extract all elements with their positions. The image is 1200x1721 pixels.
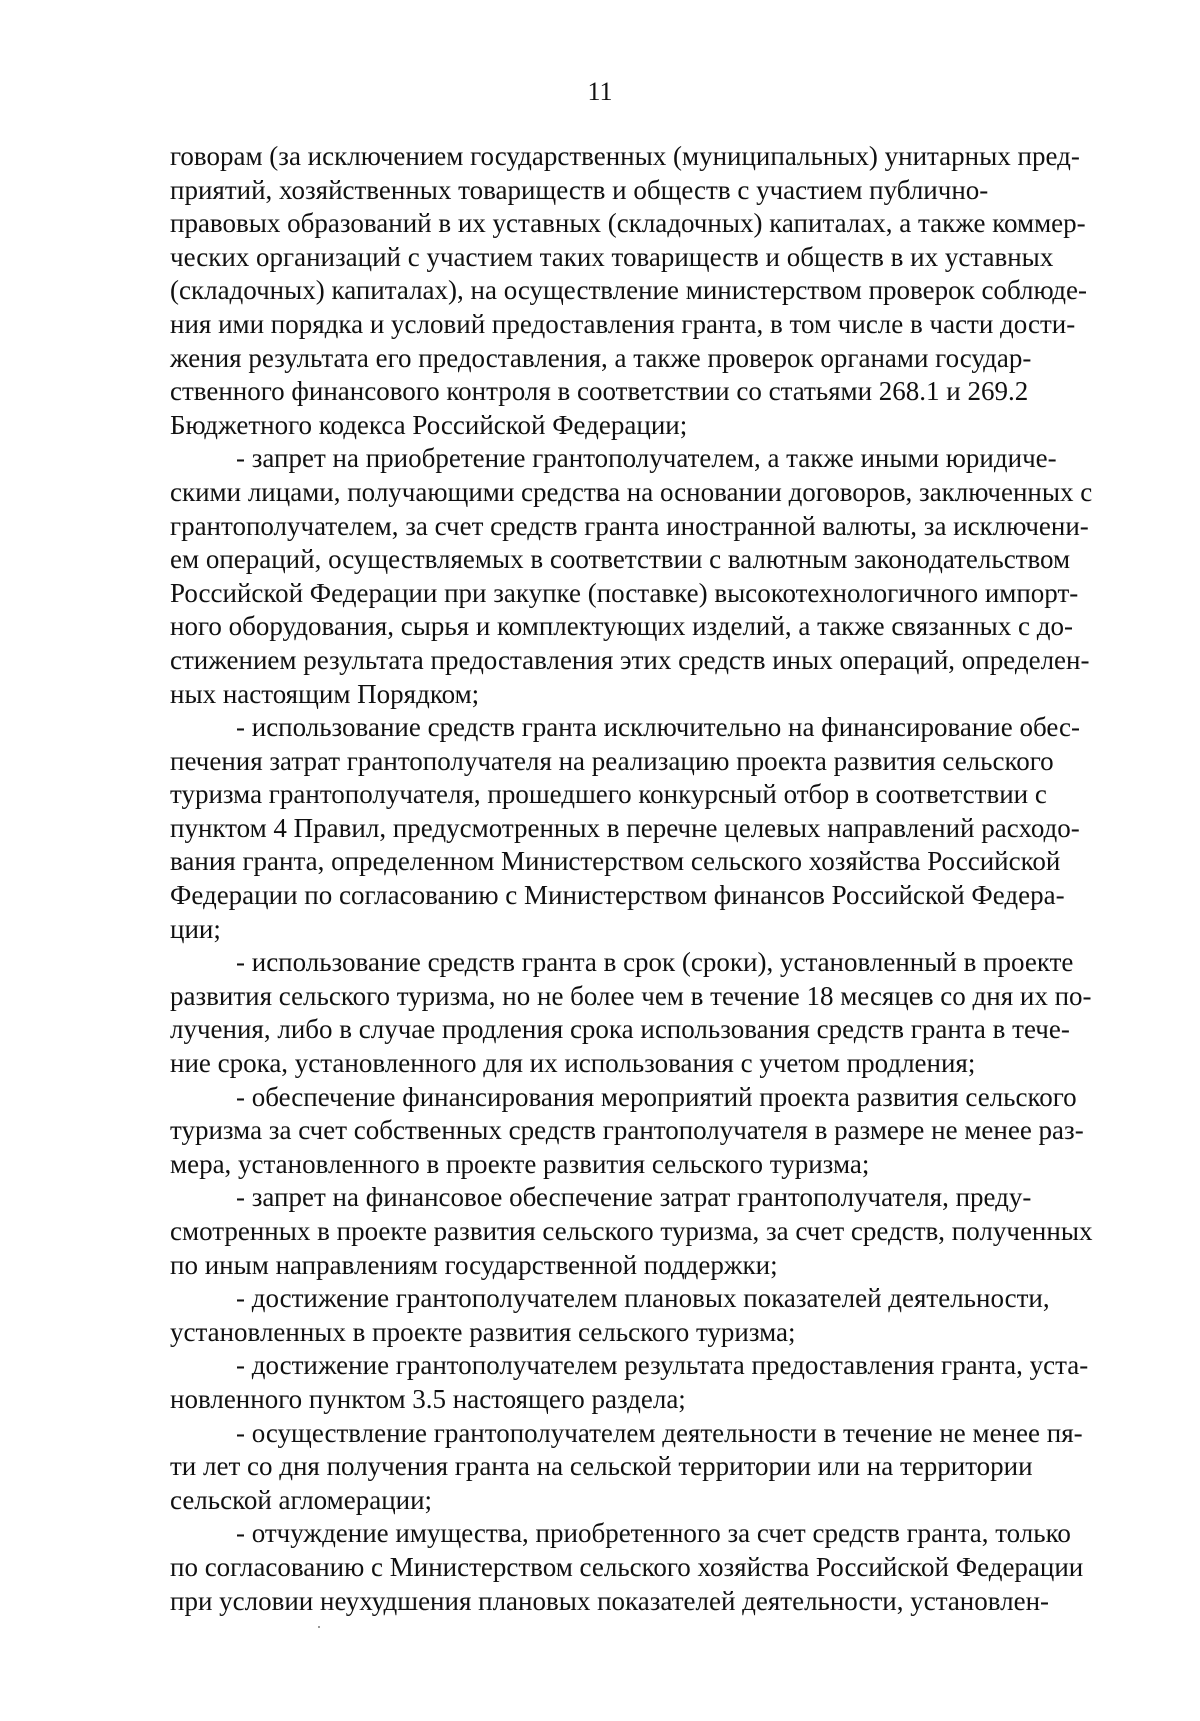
paragraph-property-alienation: - отчуждение имущества, приобретенного за счет средств гранта, только по согласованию с Министерством сельского хозяйства Российской Федерации при условии неухудшения плановых показателей деятельности, установлен- <box>170 1518 1084 1616</box>
paragraph-grant-use-term: - использование средств гранта в срок (сроки), установленный в проекте развития сельского туризма, но не более чем в течение 18 месяцев со дня их по- лучения, либо в случае продления срока использования средств гранта в тече- ние срока, установленного для их использования с учетом продления; <box>170 947 1092 1079</box>
paragraph-continuation: говорам (за исключением государственных (муниципальных) унитарных пред- приятий, хозяйственных товариществ и обществ с участием публично- правовых образований в их уставных (складочных) капиталах, а также коммер- ческих организаций с участием таких товариществ и обществ в их уставных (складочных) капиталах), на осуществление министерством проверок соблюде- ния ими порядка и условий предоставления гранта, в том числе в части дости- жения результата его предоставления, а также проверок органами государ- ственного финансового контроля в соответствии со статьями 268.1 и 269.2 Бюджетного кодекса Российской Федерации; <box>170 141 1088 440</box>
document-body <box>170 140 1130 1618</box>
scan-speck <box>318 1626 320 1628</box>
page-number: 11 <box>587 77 613 106</box>
paragraph-planned-indicators: - достижение грантополучателем плановых показателей деятельности, установленных в проекте развития сельского туризма; <box>170 1283 1050 1347</box>
paragraph-foreign-currency-ban: - запрет на приобретение грантополучателем, а также иными юридиче- скими лицами, получающими средства на основании договоров, заключенных с грантополучателем, за счет средств гранта иностранной валюты, за исключени- ем операций, осуществляемых в соответствии с валютным законодательством Российской Федерации при закупке (поставке) высокотехнологичного импорт- ного оборудования, сырья и комплектующих изделий, а также связанных с до- стижением результата предоставления этих средств иных операций, определен- ных настоящим Порядком; <box>170 443 1093 709</box>
paragraph-double-funding-ban: - запрет на финансовое обеспечение затрат грантополучателя, преду- смотренных в проекте развития сельского туризма, за счет средств, полученных по иным направлениям государственной поддержки; <box>170 1182 1093 1280</box>
paragraph-grant-result: - достижение грантополучателем результата предоставления гранта, уста- новленного пунктом 3.5 настоящего раздела; <box>170 1350 1089 1414</box>
paragraph-grant-use-purpose: - использование средств гранта исключительно на финансирование обес- печения затрат грантополучателя на реализацию проекта развития сельского туризма грантополучателя, прошедшего конкурсный отбор в соответствии с пунктом 4 Правил, предусмотренных в перечне целевых направлений расходо- вания гранта, определенном Министерством сельского хозяйства Российской Федерации по согласованию с Министерством финансов Российской Федера- ции; <box>170 712 1081 944</box>
paragraph-own-funds: - обеспечение финансирования мероприятий проекта развития сельского туризма за счет собственных средств грантополучателя в размере не менее раз- мера, установленного в проекте развития сельского туризма; <box>170 1081 1084 1179</box>
paragraph-activity-duration: - осуществление грантополучателем деятельности в течение не менее пя- ти лет со дня получения гранта на сельской территории или на территории сельской агломерации; <box>170 1417 1083 1515</box>
